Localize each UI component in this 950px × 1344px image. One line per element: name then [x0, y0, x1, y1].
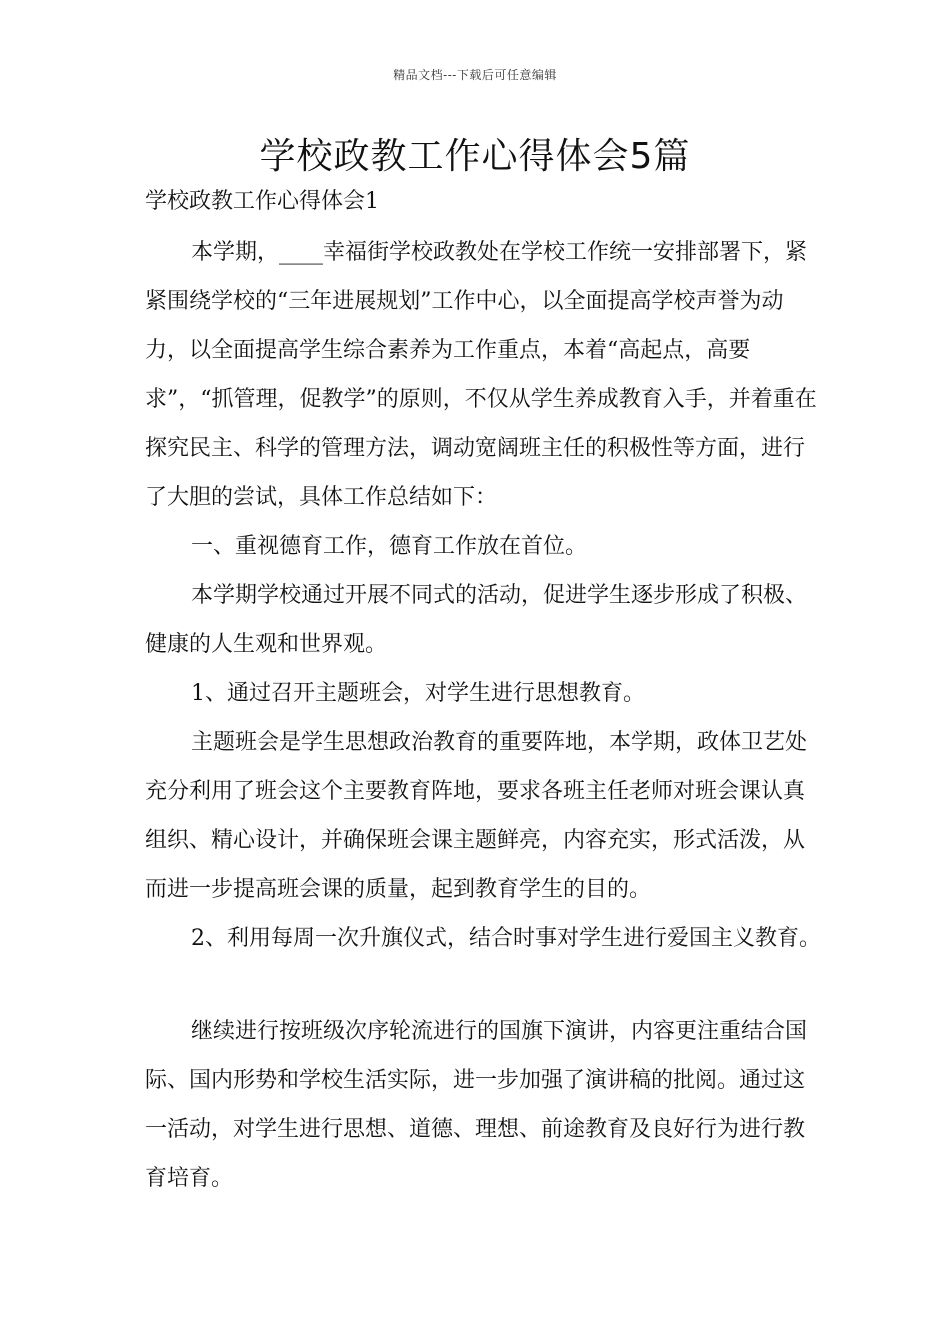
- paragraph-flag-speech: 继续进行按班级次序轮流进行的国旗下演讲，内容更注重结合国际、国内形势和学校生活实际，进一步加强了演讲稿的批阅。通过这一活动，对学生进行思想、道德、理想、前途教育及良好行为进行教育培育。: [145, 1019, 808, 1191]
- paragraph-theme-meeting: 主题班会是学生思想政治教育的重要阵地，本学期，政体卫艺处充分利用了班会这个主要教育阵地，要求各班主任老师对班会课认真组织、精心设计，并确保班会课主题鲜亮，内容充实，形式活泼，从而进一步提高班会课的质量，起到教育学生的目的。: [145, 730, 808, 902]
- section-subtitle: 学校政教工作心得体会1: [145, 189, 379, 214]
- document-title: 学校政教工作心得体会5篇: [259, 136, 691, 177]
- page-header: 精品文档---下载后可任意编辑: [393, 68, 557, 82]
- item-heading-theme-meeting: 1、通过召开主题班会，对学生进行思想教育。: [191, 681, 645, 706]
- paragraph-intro: 本学期，____幸福街学校政教处在学校工作统一安排部署下，紧紧围绕学校的“三年进展规划”工作中心，以全面提高学校声誉为动力，以全面提高学生综合素养为工作重点，本着“高起点，高要求”，“抓管理，促教学”的原则，不仅从学生养成教育入手，并着重在探究民主、科学的管理方法，调动宽阔班主任的积极性等方面，进行了大胆的尝试，具体工作总结如下：: [145, 240, 817, 510]
- document-body: [145, 184, 825, 1203]
- item-heading-flag-ceremony: 2、利用每周一次升旗仪式，结合时事对学生进行爱国主义教育。: [191, 926, 821, 951]
- paragraph-spacer: [145, 963, 825, 1007]
- paragraph-activities: 本学期学校通过开展不同式的活动，促进学生逐步形成了积极、健康的人生观和世界观。: [145, 583, 808, 657]
- section-heading-moral-education: 一、重视德育工作，德育工作放在首位。: [191, 534, 588, 559]
